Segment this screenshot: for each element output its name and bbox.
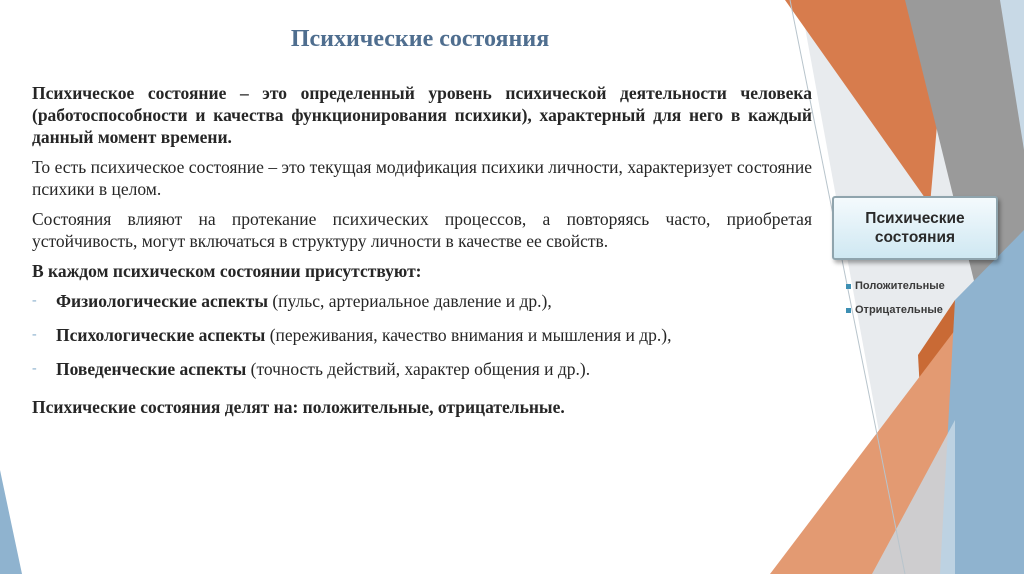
list-item [846,304,945,316]
list-item-label: Отрицательные [855,304,943,316]
conclusion-paragraph: Психические состояния делят на: положительные, отрицательные. [32,397,565,417]
square-bullet-icon [846,284,851,289]
dash-bullet: - [32,327,37,342]
definition-paragraph: Психическое состояние – это определенный уровень психической деятельности человека (работоспособности и качества функционирования психики), характерный для него в каждый данный момент времени. [32,83,812,147]
aspect-term: Физиологические аспекты [56,291,268,311]
aspect-item [32,358,812,380]
square-bullet-icon [846,308,851,313]
states-box [832,196,998,260]
aspect-detail: (точность действий, характер общения и др.). [246,359,591,379]
aspect-item [32,324,812,346]
states-box-line2: состояния [874,229,956,246]
aspect-detail: (переживания, качество внимания и мышления и др.), [265,325,672,345]
aspect-item [32,290,812,312]
aspects-heading: В каждом психическом состоянии присутствуют: [32,261,422,281]
main-text [32,82,812,426]
left-blue-strip [0,470,22,574]
states-list [846,280,945,328]
aspect-term: Психологические аспекты [56,325,266,345]
dash-bullet: - [32,361,37,376]
paragraph-1: То есть психическое состояние – это текущая модификация психики личности, характеризует состояние психики в целом. [32,157,812,199]
aspect-detail: (пульс, артериальное давление и др.), [267,291,552,311]
paragraph-2: Состояния влияют на протекание психических процессов, а повторяясь часто, приобретая устойчивость, могут включаться в структуру личности в качестве ее свойств. [32,209,812,251]
page-title: Психические состояния [290,26,550,52]
dash-bullet: - [32,293,37,308]
list-item-label: Положительные [855,280,945,292]
aspect-term: Поведенческие аспекты [56,359,247,379]
states-box-line1: Психические [865,210,965,227]
list-item [846,280,945,292]
